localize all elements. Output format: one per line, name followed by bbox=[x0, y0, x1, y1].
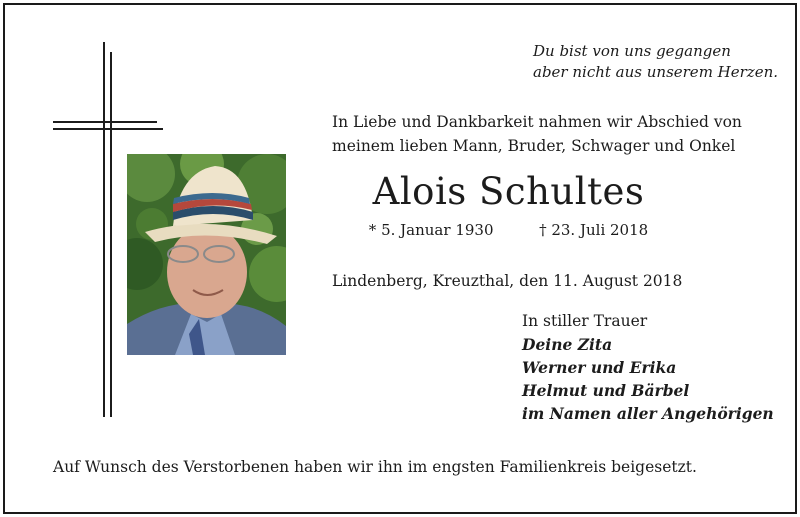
motto-line: aber nicht aus unserem Herzen. bbox=[533, 63, 779, 81]
intro-line: meinem lieben Mann, Bruder, Schwager und Onkel bbox=[332, 137, 736, 155]
cross-vertical-bar bbox=[103, 42, 105, 417]
mourners-block bbox=[522, 310, 782, 425]
mourners-heading: In stiller Trauer bbox=[522, 312, 648, 330]
place-and-date: Lindenberg, Kreuzthal, den 11. August 2018 bbox=[332, 272, 683, 290]
cross-vertical-bar bbox=[110, 52, 112, 417]
mourner-name: Helmut und Bärbel bbox=[522, 381, 690, 400]
motto bbox=[533, 41, 783, 83]
obituary-card bbox=[3, 3, 797, 514]
cross-horizontal-bar bbox=[53, 128, 163, 130]
intro-line: In Liebe und Dankbarkeit nahmen wir Abschied von bbox=[332, 113, 742, 131]
footer-note: Auf Wunsch des Verstorbenen haben wir ihn im engsten Familienkreis beigesetzt. bbox=[53, 458, 697, 476]
mourner-name: im Namen aller Angehörigen bbox=[522, 404, 774, 423]
birth-date: 5. Januar 1930 bbox=[381, 221, 494, 239]
death-cross-icon: † bbox=[539, 221, 547, 239]
intro-text bbox=[332, 110, 782, 158]
mourner-name: Werner und Erika bbox=[522, 358, 677, 377]
portrait-photo bbox=[127, 154, 286, 355]
mourner-name: Deine Zita bbox=[522, 335, 613, 354]
death-date: 23. Juli 2018 bbox=[551, 221, 649, 239]
birth-star-icon: * bbox=[368, 221, 377, 239]
life-dates bbox=[332, 219, 685, 241]
cross-horizontal-bar bbox=[53, 121, 157, 123]
motto-line: Du bist von uns gegangen bbox=[533, 42, 731, 60]
deceased-name: Alois Schultes bbox=[372, 170, 645, 213]
